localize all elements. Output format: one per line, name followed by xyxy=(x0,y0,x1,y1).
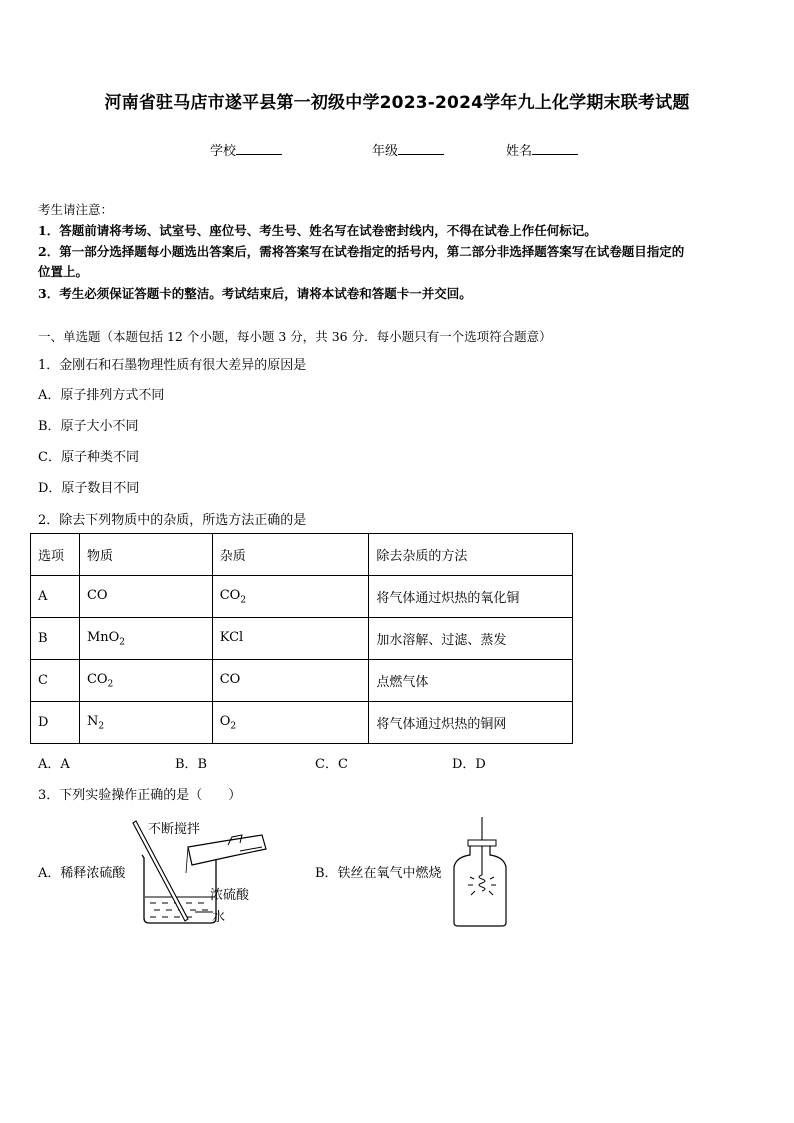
header-method: 除去杂质的方法 xyxy=(369,534,573,576)
grade-label: 年级 xyxy=(372,144,399,159)
notice-item-1: 1．答题前请将考场、试室号、座位号、考生号、姓名写在试卷密封线内，不得在试卷上作任何标记。 xyxy=(38,223,597,238)
iron-burning-figure xyxy=(448,815,508,930)
header-substance: 物质 xyxy=(79,534,212,576)
school-blank[interactable] xyxy=(236,142,282,155)
row-impurity: CO xyxy=(212,660,369,702)
header-option: 选项 xyxy=(31,534,80,576)
grade-field xyxy=(372,140,444,159)
bottle-lid xyxy=(468,840,496,846)
row-impurity: $CO_2$ xyxy=(212,576,369,618)
acid-label: 浓硫酸 xyxy=(210,888,250,903)
q2-choice-b[interactable]: B．B xyxy=(175,757,208,772)
row-substance: $N_2$ xyxy=(79,702,212,744)
table-row xyxy=(31,576,573,618)
row-method: 加水溶解、过滤、蒸发 xyxy=(369,618,573,660)
row-substance: $CO_2$ xyxy=(79,660,212,702)
iron-coil-icon xyxy=(468,875,496,895)
school-label: 学校 xyxy=(210,144,237,159)
name-blank[interactable] xyxy=(532,142,578,155)
name-field xyxy=(506,140,578,159)
q3-option-b[interactable]: B．铁丝在氧气中燃烧 xyxy=(315,866,442,881)
notice-heading: 考生请注意： xyxy=(38,202,114,217)
q1-stem: 1．金刚石和石墨物理性质有很大差异的原因是 xyxy=(38,358,307,373)
q3-option-a[interactable]: A．稀释浓硫酸 xyxy=(38,866,126,881)
section-heading: 一、单选题（本题包括 12 个小题，每小题 3 分，共 36 分．每小题只有一个选项符合题意） xyxy=(38,329,552,344)
q2-stem: 2．除去下列物质中的杂质，所选方法正确的是 xyxy=(38,513,307,528)
row-substance: CO xyxy=(79,576,212,618)
page-title: 河南省驻马店市遂平县第一初级中学2023-2024学年九上化学期末联考试题 xyxy=(104,93,690,113)
header-impurity: 杂质 xyxy=(212,534,369,576)
q3-stem: 3．下列实验操作正确的是（ ） xyxy=(38,788,242,803)
acid-bottle-icon xyxy=(188,835,266,865)
q1-option-d[interactable]: D．原子数目不同 xyxy=(38,481,140,496)
q1-option-c[interactable]: C．原子种类不同 xyxy=(38,450,139,465)
stir-label: 不断搅拌 xyxy=(148,822,201,837)
q2-choice-c[interactable]: C．C xyxy=(315,757,348,772)
row-option: A xyxy=(31,576,80,618)
q1-option-a[interactable]: A．原子排列方式不同 xyxy=(38,388,165,403)
row-impurity: KCl xyxy=(212,618,369,660)
q1-option-b[interactable]: B．原子大小不同 xyxy=(38,419,139,434)
table-header-row xyxy=(31,534,573,576)
row-method: 点燃气体 xyxy=(369,660,573,702)
row-method: 将气体通过炽热的氧化铜 xyxy=(369,576,573,618)
notice-item-3: 3．考生必须保证答题卡的整洁。考试结束后，请将本试卷和答题卡一并交回。 xyxy=(38,286,472,301)
row-option: C xyxy=(31,660,80,702)
row-method: 将气体通过炽热的铜网 xyxy=(369,702,573,744)
q2-table xyxy=(30,533,573,744)
row-substance: MnO$_2$ xyxy=(79,618,212,660)
notice-item-2: 2．第一部分选择题每小题选出答案后，需将答案写在试卷指定的括号内，第二部分非选择题答案写在试卷题目指定的 xyxy=(38,244,685,259)
water-label: 水 xyxy=(212,910,226,925)
q2-choice-d[interactable]: D．D xyxy=(452,757,486,772)
row-impurity: $O_2$ xyxy=(212,702,369,744)
grade-blank[interactable] xyxy=(398,142,444,155)
table-row xyxy=(31,660,573,702)
row-option: D xyxy=(31,702,80,744)
school-field xyxy=(210,140,282,159)
notice-item-2-cont: 位置上。 xyxy=(38,264,89,279)
name-label: 姓名 xyxy=(506,144,533,159)
table-row xyxy=(31,618,573,660)
q2-choice-a[interactable]: A．A xyxy=(38,757,70,772)
row-option: B xyxy=(31,618,80,660)
table-row xyxy=(31,702,573,744)
